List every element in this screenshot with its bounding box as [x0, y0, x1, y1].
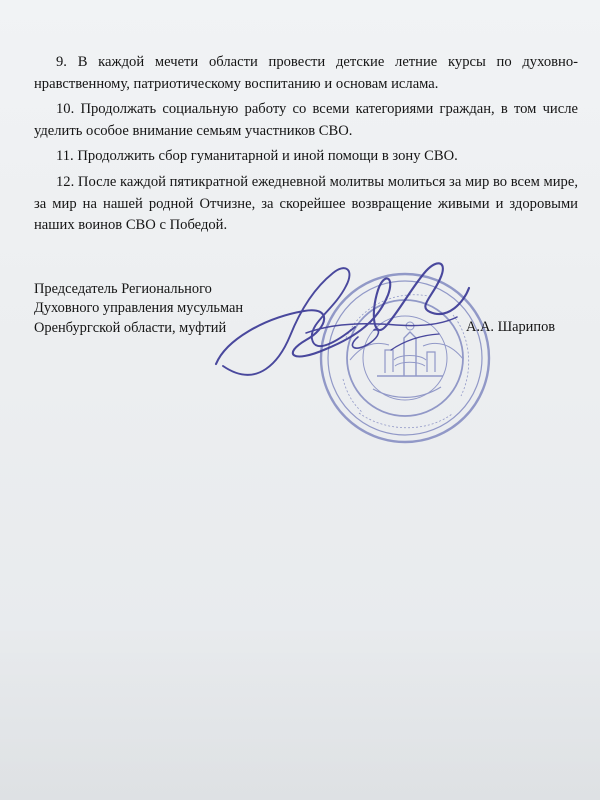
paragraph-text: Продолжать социальную работу со всеми категориями граждан, в том числе уделить особое внимание семьям участников СВО. [34, 101, 578, 139]
signer-name: А.А. Шарипов [466, 319, 556, 335]
document-body [34, 52, 578, 241]
paragraph-number: 11. [56, 148, 74, 165]
paragraph-11 [34, 146, 578, 168]
paragraph-number: 9. [56, 54, 67, 70]
paragraph-number: 10. [56, 101, 75, 118]
paragraph-10 [34, 99, 578, 142]
paragraph-9 [34, 52, 578, 95]
paragraph-text: В каждой мечети области провести детские летние курсы по духовно-нравственному, патриотическому воспитанию и основам ислама. [34, 54, 578, 92]
page-shadow [0, 620, 600, 800]
handwritten-signature [210, 248, 475, 403]
paragraph-12 [34, 172, 578, 237]
signer-title-line: Председатель Регионального [34, 281, 212, 297]
signer-title-line: Оренбургской области, муфтий [34, 319, 227, 336]
paragraph-number: 12. [56, 173, 75, 190]
paragraph-text: Продолжить сбор гуманитарной и иной помощи в зону СВО. [77, 148, 458, 165]
paragraph-text: После каждой пятикратной ежедневной молитвы молиться за мир во всем мире, за мир на нашей родной Отчизне, за скорейшее возвращение живыми и здоровыми наших воинов СВО с Победой. [34, 173, 578, 234]
signer-title-line: Духовного управления мусульман [34, 300, 244, 317]
